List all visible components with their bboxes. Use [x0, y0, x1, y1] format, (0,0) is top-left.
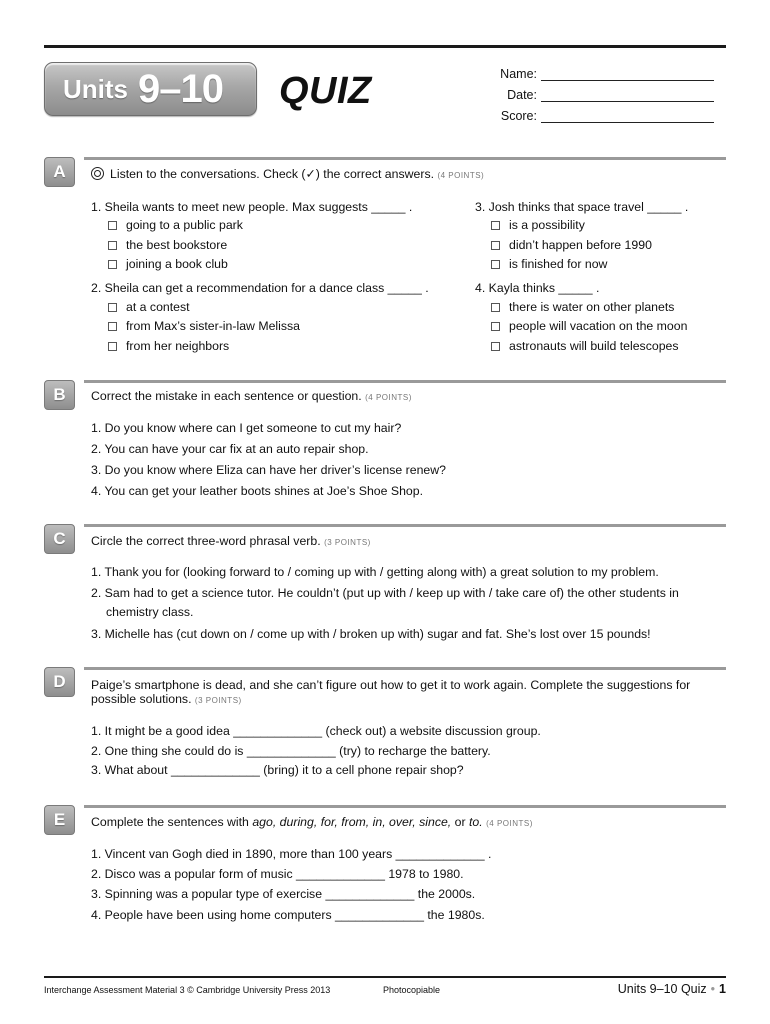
question-a1: 1. Sheila wants to meet new people. Max suggests _____ .: [91, 200, 413, 214]
item-c3: 3. Michelle has (cut down on / come up with / broken up with) sugar and fat. She’s lost over 15 pounds!: [91, 627, 651, 641]
section-e-instruction-last: to.: [469, 815, 483, 829]
option-a2-3[interactable]: [108, 339, 229, 353]
section-a-instruction: [91, 167, 484, 181]
section-e-rule: [84, 805, 726, 808]
section-d-points: (3 POINTS): [194, 696, 242, 705]
option-a1-3[interactable]: [108, 257, 228, 271]
section-e-instruction: [91, 815, 533, 829]
section-d-badge: D: [44, 667, 75, 697]
checkbox[interactable]: [108, 322, 117, 331]
checkbox[interactable]: [491, 221, 500, 230]
top-rule: [44, 45, 726, 48]
checkbox[interactable]: [108, 303, 117, 312]
option-label: going to a public park: [126, 218, 243, 232]
item-c2: 2. Sam had to get a science tutor. He couldn’t (put up with / keep up with / take care of) the other students in: [91, 586, 679, 600]
option-label: is finished for now: [509, 257, 608, 271]
section-c-rule: [84, 524, 726, 527]
quiz-title: QUIZ: [279, 70, 372, 112]
checkbox[interactable]: [491, 241, 500, 250]
checkbox[interactable]: [491, 342, 500, 351]
name-label: Name:: [500, 67, 537, 81]
units-range: 9–10: [138, 66, 223, 111]
footer-dot: •: [710, 982, 716, 996]
option-a2-2[interactable]: [108, 319, 300, 333]
date-row: [487, 81, 714, 102]
score-label: Score:: [500, 109, 537, 123]
section-d-instruction-line2-wrap: [91, 692, 690, 706]
option-a3-2[interactable]: [491, 238, 652, 252]
section-a-points: (4 POINTS): [437, 171, 485, 180]
units-word: Units: [63, 73, 128, 104]
item-e2: 2. Disco was a popular form of music _____________ 1978 to 1980.: [91, 867, 464, 881]
option-label: joining a book club: [126, 257, 228, 271]
item-d1: 1. It might be a good idea _____________ (check out) a website discussion group.: [91, 724, 541, 738]
item-e4: 4. People have been using home computers _____________ the 1980s.: [91, 908, 485, 922]
section-b: [44, 380, 726, 500]
option-label: the best bookstore: [126, 238, 228, 252]
date-label: Date:: [507, 88, 537, 102]
item-b2: 2. You can have your car fix at an auto repair shop.: [91, 442, 369, 456]
name-row: [487, 60, 714, 81]
option-label: from her neighbors: [126, 339, 230, 353]
item-b1: 1. Do you know where can I get someone to cut my hair?: [91, 421, 402, 435]
section-d: [44, 667, 726, 782]
checkbox[interactable]: [491, 322, 500, 331]
section-c-instruction: [91, 534, 371, 548]
section-b-badge: B: [44, 380, 75, 410]
option-label: is a possibility: [509, 218, 585, 232]
section-a: [44, 157, 726, 357]
checkbox[interactable]: [108, 241, 117, 250]
section-c-instruction-text: Circle the correct three-word phrasal verb.: [91, 534, 321, 548]
footer: [44, 976, 726, 996]
score-field[interactable]: [541, 108, 714, 123]
option-label: didn’t happen before 1990: [509, 238, 652, 252]
section-b-rule: [84, 380, 726, 383]
option-label: there is water on other planets: [509, 300, 675, 314]
section-c-badge: C: [44, 524, 75, 554]
page-number: 1: [719, 982, 726, 996]
option-a4-2[interactable]: [491, 319, 687, 333]
option-label: people will vacation on the moon: [509, 319, 688, 333]
section-a-rule: [84, 157, 726, 160]
option-a1-2[interactable]: [108, 238, 227, 252]
section-c-points: (3 POINTS): [324, 538, 371, 547]
checkbox[interactable]: [108, 221, 117, 230]
section-a-badge: A: [44, 157, 75, 187]
option-a1-1[interactable]: [108, 218, 243, 232]
item-c2-continued: chemistry class.: [106, 605, 194, 619]
checkbox[interactable]: [108, 260, 117, 269]
section-a-instruction-text: Listen to the conversations. Check (✓) the correct answers.: [110, 167, 435, 181]
section-d-instruction-line1: Paige’s smartphone is dead, and she can’t figure out how to get it to work again. Complete the suggestions for: [91, 678, 691, 692]
option-label: at a contest: [126, 300, 190, 314]
footer-quiz-label: Units 9–10 Quiz: [617, 982, 707, 996]
section-d-instruction-line2: possible solutions.: [91, 692, 192, 706]
section-c: [44, 524, 726, 649]
item-d3: 3. What about _____________ (bring) it to a cell phone repair shop?: [91, 763, 464, 777]
footer-source: Interchange Assessment Material 3 © Cambridge University Press 2013: [44, 985, 331, 995]
section-b-instruction-text: Correct the mistake in each sentence or question.: [91, 389, 362, 403]
section-e-instruction-prefix: Complete the sentences with: [91, 815, 253, 829]
section-e-points: (4 POINTS): [486, 819, 533, 828]
footer-page-label: [618, 982, 726, 996]
item-e3: 3. Spinning was a popular type of exercise _____________ the 2000s.: [91, 887, 476, 901]
score-row: [487, 102, 714, 123]
name-field[interactable]: [541, 66, 714, 81]
checkbox[interactable]: [108, 342, 117, 351]
item-c1: 1. Thank you for (looking forward to / coming up with / getting along with) a great solution to my problem.: [91, 565, 659, 579]
question-a4: 4. Kayla thinks _____ .: [475, 281, 600, 295]
section-d-rule: [84, 667, 726, 670]
section-d-instruction: [91, 678, 690, 706]
item-b3: 3. Do you know where Eliza can have her driver’s license renew?: [91, 463, 446, 477]
item-e1: 1. Vincent van Gogh died in 1890, more than 100 years _____________ .: [91, 847, 492, 861]
checkbox[interactable]: [491, 260, 500, 269]
option-a4-1[interactable]: [491, 300, 674, 314]
option-a3-1[interactable]: [491, 218, 585, 232]
item-d2: 2. One thing she could do is _____________ (try) to recharge the battery.: [91, 744, 491, 758]
item-b4: 4. You can get your leather boots shines at Joe’s Shoe Shop.: [91, 484, 424, 498]
option-a2-1[interactable]: [108, 300, 190, 314]
section-e-instruction-words: ago, during, for, from, in, over, since,: [252, 815, 452, 829]
section-e-badge: E: [44, 805, 75, 835]
footer-photocopiable: Photocopiable: [383, 985, 441, 995]
option-label: astronauts will build telescopes: [509, 339, 679, 353]
units-badge: [44, 62, 257, 116]
date-field[interactable]: [541, 87, 714, 102]
student-info: [487, 60, 714, 123]
option-label: from Max’s sister-in-law Melissa: [126, 319, 301, 333]
section-b-instruction: [91, 389, 412, 403]
section-e: [44, 805, 726, 925]
option-a3-3[interactable]: [491, 257, 607, 271]
checkbox[interactable]: [491, 303, 500, 312]
question-a3: 3. Josh thinks that space travel _____ .: [475, 200, 689, 214]
audio-icon: [91, 167, 104, 180]
section-e-instruction-or: or: [451, 815, 470, 829]
option-a4-3[interactable]: [491, 339, 679, 353]
section-b-points: (4 POINTS): [365, 393, 412, 402]
question-a2: 2. Sheila can get a recommendation for a dance class _____ .: [91, 281, 429, 295]
footer-rule: [44, 976, 726, 978]
